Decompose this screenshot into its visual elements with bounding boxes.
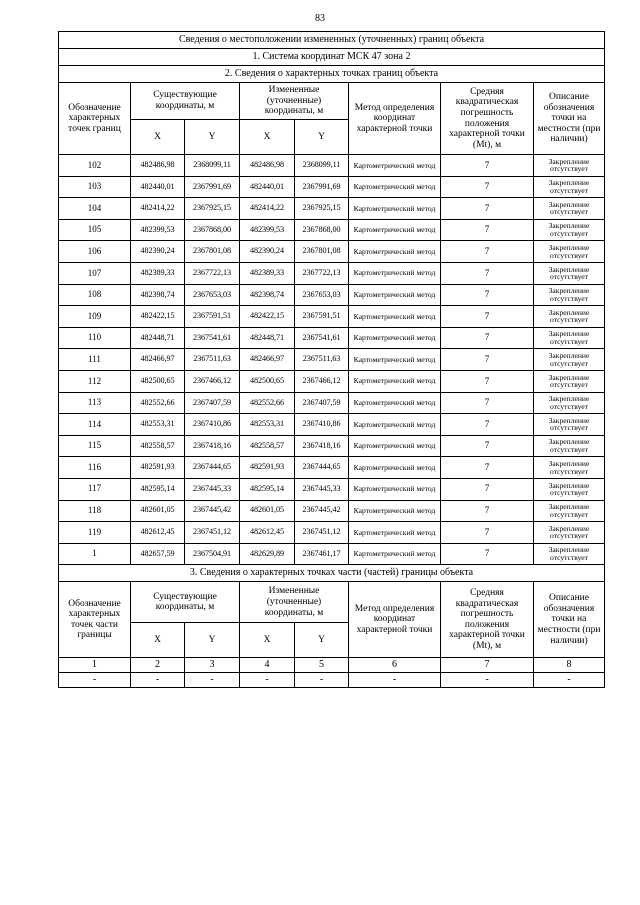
cell-description: Закрепление отсутствует [534,262,605,284]
section-part-boundary-points: 3. Сведения о характерных точках части (частей) границы объекта [59,565,605,582]
cell-error-value: 7 [441,543,534,565]
table-row [59,284,605,306]
cell-existing-y: 2367801,08 [185,241,240,263]
col-method: Метод определения координат характерной точки [349,83,441,155]
column-number: 4 [240,658,295,673]
col-existing-coordinates: Существующие координаты, м [131,83,240,120]
cell-existing-x: 482595,14 [131,478,185,500]
cell-existing-x: 482552,66 [131,392,185,414]
col2-designation: Обозначение характерных точек части границы [59,582,131,658]
cell-error-value: 7 [441,262,534,284]
col-changed-x: X [240,120,295,155]
table-row [59,155,605,177]
cell-point-number: 113 [59,392,131,414]
table-row [59,522,605,544]
table-row [59,543,605,565]
cell-existing-y: 2367445,33 [185,478,240,500]
empty-cell: - [131,673,185,688]
cell-changed-y: 2367466,12 [295,370,349,392]
table-row [59,349,605,371]
cell-existing-y: 2367504,91 [185,543,240,565]
cell-point-number: 1 [59,543,131,565]
cell-changed-x: 482399,53 [240,219,295,241]
cell-point-number: 117 [59,478,131,500]
cell-changed-x: 482595,14 [240,478,295,500]
cell-existing-x: 482486,98 [131,155,185,177]
col-description: Описание обозначения точки на местности (при наличии) [534,83,605,155]
cell-method: Картометрический метод [349,155,441,177]
cell-method: Картометрический метод [349,392,441,414]
col2-existing-x: X [131,623,185,658]
cell-point-number: 110 [59,327,131,349]
table-row [59,392,605,414]
table-title: Сведения о местоположении измененных (уточненных) границ объекта [59,32,605,49]
cell-error-value: 7 [441,349,534,371]
cell-existing-x: 482448,71 [131,327,185,349]
empty-cell: - [59,673,131,688]
cell-point-number: 116 [59,457,131,479]
cell-point-number: 102 [59,155,131,177]
cell-existing-y: 2367722,13 [185,262,240,284]
col-changed-y: Y [295,120,349,155]
cell-changed-x: 482558,57 [240,435,295,457]
cell-changed-y: 2367541,61 [295,327,349,349]
cell-description: Закрепление отсутствует [534,241,605,263]
cell-error-value: 7 [441,435,534,457]
cell-existing-y: 2367444,65 [185,457,240,479]
empty-cell: - [534,673,605,688]
cell-description: Закрепление отсутствует [534,198,605,220]
col2-changed-x: X [240,623,295,658]
cell-point-number: 107 [59,262,131,284]
cell-changed-x: 482552,66 [240,392,295,414]
cell-point-number: 108 [59,284,131,306]
column-number: 7 [441,658,534,673]
cell-error-value: 7 [441,241,534,263]
cell-changed-x: 482414,22 [240,198,295,220]
cell-existing-x: 482398,74 [131,284,185,306]
cell-changed-x: 482440,01 [240,176,295,198]
cell-changed-x: 482422,15 [240,306,295,328]
cell-changed-y: 2368099,11 [295,155,349,177]
column-number: 2 [131,658,185,673]
table-row [59,241,605,263]
col-changed-coordinates: Измененные (уточненные) координаты, м [240,83,349,120]
col2-error: Средняя квадратическая погрешность положения характерной точки (Mt), м [441,582,534,658]
cell-error-value: 7 [441,198,534,220]
cell-point-number: 111 [59,349,131,371]
cell-description: Закрепление отсутствует [534,349,605,371]
column-number: 5 [295,658,349,673]
cell-changed-y: 2367445,42 [295,500,349,522]
cell-changed-x: 482591,93 [240,457,295,479]
cell-changed-y: 2367407,59 [295,392,349,414]
cell-method: Картометрический метод [349,500,441,522]
cell-changed-x: 482466,97 [240,349,295,371]
cell-changed-y: 2367444,65 [295,457,349,479]
cell-changed-y: 2367653,03 [295,284,349,306]
table-row [59,457,605,479]
column-number: 3 [185,658,240,673]
col2-changed-coordinates: Измененные (уточненные) координаты, м [240,582,349,623]
cell-existing-x: 482390,24 [131,241,185,263]
table-row [59,306,605,328]
col-existing-y: Y [185,120,240,155]
cell-existing-x: 482601,05 [131,500,185,522]
section-coordinate-system: 1. Система координат МСК 47 зона 2 [59,49,605,66]
cell-method: Картометрический метод [349,349,441,371]
cell-changed-x: 482390,24 [240,241,295,263]
cell-description: Закрепление отсутствует [534,435,605,457]
cell-description: Закрепление отсутствует [534,327,605,349]
cell-description: Закрепление отсутствует [534,522,605,544]
col2-existing-y: Y [185,623,240,658]
table-row [59,478,605,500]
cell-changed-x: 482553,31 [240,414,295,436]
cell-existing-x: 482558,57 [131,435,185,457]
cell-changed-y: 2367991,69 [295,176,349,198]
cell-existing-y: 2367591,51 [185,306,240,328]
cell-point-number: 115 [59,435,131,457]
table-row [59,370,605,392]
column-number: 6 [349,658,441,673]
cell-error-value: 7 [441,155,534,177]
cell-existing-y: 2367445,42 [185,500,240,522]
cell-point-number: 112 [59,370,131,392]
cell-changed-y: 2367418,16 [295,435,349,457]
cell-error-value: 7 [441,457,534,479]
empty-cell: - [441,673,534,688]
column-number: 1 [59,658,131,673]
cell-method: Картометрический метод [349,198,441,220]
cell-changed-y: 2367511,63 [295,349,349,371]
cell-existing-x: 482657,59 [131,543,185,565]
cell-existing-y: 2367653,03 [185,284,240,306]
cell-existing-x: 482399,53 [131,219,185,241]
cell-error-value: 7 [441,219,534,241]
cell-existing-y: 2367451,12 [185,522,240,544]
cell-method: Картометрический метод [349,414,441,436]
cell-error-value: 7 [441,414,534,436]
cell-description: Закрепление отсутствует [534,370,605,392]
cell-error-value: 7 [441,522,534,544]
cell-changed-x: 482500,65 [240,370,295,392]
cell-existing-x: 482440,01 [131,176,185,198]
cell-changed-x: 482486,98 [240,155,295,177]
col2-existing-coordinates: Существующие координаты, м [131,582,240,623]
col2-method: Метод определения координат характерной точки [349,582,441,658]
col-designation: Обозначение характерных точек границ [59,83,131,155]
cell-description: Закрепление отсутствует [534,306,605,328]
cell-changed-x: 482398,74 [240,284,295,306]
cell-method: Картометрический метод [349,435,441,457]
page-number: 83 [315,13,325,24]
cell-existing-y: 2367511,63 [185,349,240,371]
cell-changed-y: 2367868,00 [295,219,349,241]
cell-description: Закрепление отсутствует [534,457,605,479]
cell-changed-y: 2367445,33 [295,478,349,500]
empty-cell: - [185,673,240,688]
cell-point-number: 106 [59,241,131,263]
cell-existing-y: 2368099,11 [185,155,240,177]
column-number: 8 [534,658,605,673]
cell-error-value: 7 [441,306,534,328]
boundary-table [58,31,605,688]
cell-changed-y: 2367410,86 [295,414,349,436]
cell-point-number: 105 [59,219,131,241]
cell-method: Картометрический метод [349,241,441,263]
col2-description: Описание обозначения точки на местности (при наличии) [534,582,605,658]
cell-existing-y: 2367541,61 [185,327,240,349]
cell-existing-x: 482466,97 [131,349,185,371]
cell-existing-y: 2367466,12 [185,370,240,392]
cell-changed-y: 2367925,15 [295,198,349,220]
cell-description: Закрепление отсутствует [534,392,605,414]
cell-changed-x: 482448,71 [240,327,295,349]
empty-cell: - [295,673,349,688]
cell-point-number: 118 [59,500,131,522]
col2-changed-y: Y [295,623,349,658]
cell-existing-x: 482414,22 [131,198,185,220]
cell-existing-y: 2367868,00 [185,219,240,241]
cell-method: Картометрический метод [349,219,441,241]
cell-description: Закрепление отсутствует [534,478,605,500]
cell-changed-y: 2367801,08 [295,241,349,263]
cell-error-value: 7 [441,284,534,306]
table-row [59,198,605,220]
section-boundary-points: 2. Сведения о характерных точках границ объекта [59,66,605,83]
cell-point-number: 119 [59,522,131,544]
cell-changed-x: 482629,89 [240,543,295,565]
cell-description: Закрепление отсутствует [534,219,605,241]
cell-error-value: 7 [441,500,534,522]
cell-existing-x: 482553,31 [131,414,185,436]
table-row [59,219,605,241]
cell-description: Закрепление отсутствует [534,155,605,177]
cell-existing-x: 482422,15 [131,306,185,328]
cell-method: Картометрический метод [349,478,441,500]
table-row [59,262,605,284]
cell-changed-y: 2367591,51 [295,306,349,328]
cell-method: Картометрический метод [349,327,441,349]
cell-error-value: 7 [441,478,534,500]
cell-point-number: 103 [59,176,131,198]
cell-changed-y: 2367722,13 [295,262,349,284]
empty-cell: - [349,673,441,688]
cell-error-value: 7 [441,327,534,349]
cell-error-value: 7 [441,176,534,198]
cell-description: Закрепление отсутствует [534,284,605,306]
cell-existing-y: 2367407,59 [185,392,240,414]
cell-existing-y: 2367410,86 [185,414,240,436]
cell-existing-y: 2367925,15 [185,198,240,220]
col-existing-x: X [131,120,185,155]
cell-changed-y: 2367451,12 [295,522,349,544]
cell-point-number: 104 [59,198,131,220]
cell-method: Картометрический метод [349,176,441,198]
cell-method: Картометрический метод [349,370,441,392]
cell-existing-y: 2367418,16 [185,435,240,457]
cell-description: Закрепление отсутствует [534,414,605,436]
cell-method: Картометрический метод [349,262,441,284]
cell-error-value: 7 [441,370,534,392]
cell-description: Закрепление отсутствует [534,543,605,565]
table-row [59,500,605,522]
cell-method: Картометрический метод [349,284,441,306]
cell-existing-x: 482612,45 [131,522,185,544]
cell-existing-x: 482591,93 [131,457,185,479]
cell-point-number: 114 [59,414,131,436]
cell-changed-x: 482612,45 [240,522,295,544]
cell-changed-y: 2367461,17 [295,543,349,565]
col-error: Средняя квадратическая погрешность положения характерной точки (Mt), м [441,83,534,155]
table-row [59,176,605,198]
cell-method: Картометрический метод [349,306,441,328]
cell-changed-x: 482389,33 [240,262,295,284]
cell-method: Картометрический метод [349,457,441,479]
cell-existing-y: 2367991,69 [185,176,240,198]
empty-cell: - [240,673,295,688]
table-row [59,414,605,436]
cell-existing-x: 482500,65 [131,370,185,392]
cell-existing-x: 482389,33 [131,262,185,284]
cell-changed-x: 482601,05 [240,500,295,522]
cell-description: Закрепление отсутствует [534,500,605,522]
table-row [59,327,605,349]
cell-description: Закрепление отсутствует [534,176,605,198]
cell-error-value: 7 [441,392,534,414]
cell-method: Картометрический метод [349,522,441,544]
cell-method: Картометрический метод [349,543,441,565]
cell-point-number: 109 [59,306,131,328]
table-row [59,435,605,457]
